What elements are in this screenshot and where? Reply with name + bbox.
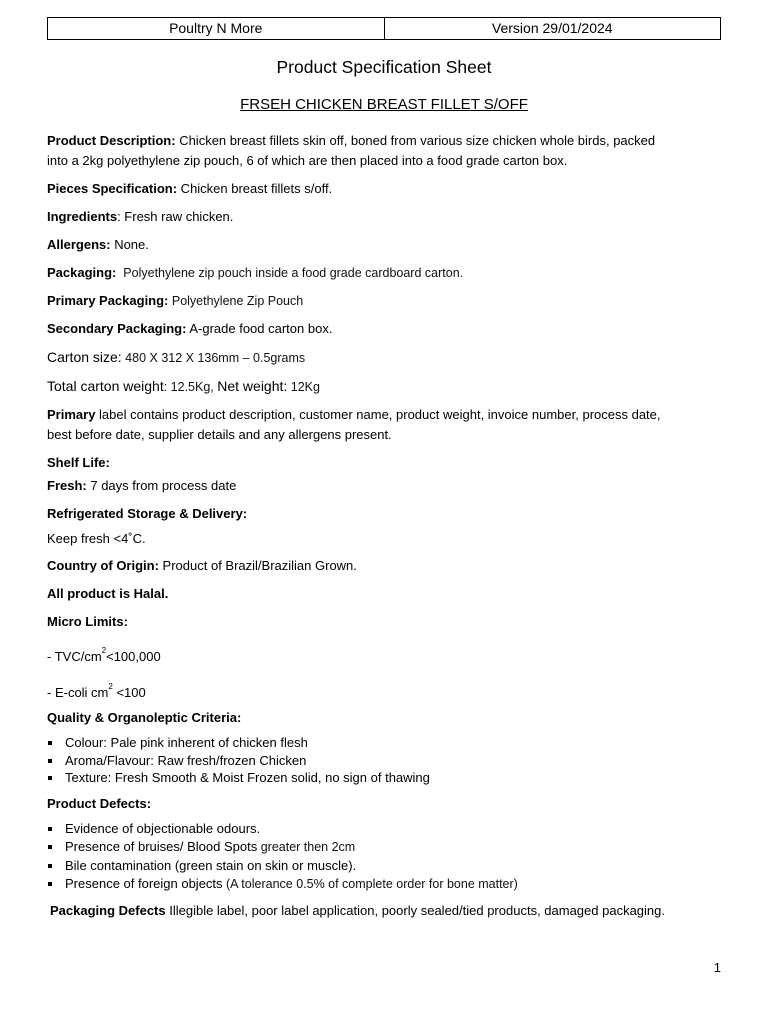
superscript: 2 [108, 682, 113, 691]
quality-heading: Quality & Organoleptic Criteria: [47, 710, 242, 725]
bullet-icon [48, 776, 52, 780]
micro-ecoli [47, 677, 727, 703]
specification-body [47, 131, 727, 921]
value: best before date, supplier details and any allergens present. [47, 427, 392, 442]
label: Primary Packaging: [47, 293, 169, 308]
value: Polyethylene Zip Pouch [168, 294, 304, 308]
company-name: Poultry N More [48, 18, 385, 40]
value: None. [110, 237, 149, 252]
bullet-icon [48, 882, 52, 886]
item-text: Evidence of objectionable odours. [65, 820, 261, 836]
label: Allergens: [47, 237, 111, 252]
list-item [47, 734, 727, 752]
value: label contains product description, customer name, product weight, invoice number, process date, [95, 407, 661, 422]
value: 480 X 312 X 136mm – 0.5grams [121, 351, 306, 365]
list-item [47, 820, 727, 839]
bullet-icon [48, 741, 52, 745]
packaging-defects [47, 901, 727, 921]
halal-statement: All product is Halal. [47, 586, 169, 601]
value: - TVC/cm [47, 649, 102, 664]
shelf-life-fresh [47, 476, 727, 496]
bullet-icon [48, 845, 52, 849]
value: - E-coli cm [47, 685, 109, 700]
value: into a 2kg polyethylene zip pouch, 6 of which are then placed into a food grade carton box. [47, 153, 568, 168]
defects-heading: Product Defects: [47, 795, 152, 811]
value: 12Kg [287, 380, 320, 394]
item-text: Presence of bruises/ Blood Spots [65, 839, 258, 854]
secondary-packaging [47, 319, 727, 339]
value: Product of Brazil/Brazilian Grown. [158, 558, 357, 573]
page-number: 1 [713, 960, 721, 975]
micro-limits-heading: Micro Limits: [47, 614, 128, 629]
value: Illegible label, poor label application, poorly sealed/tied products, damaged packaging. [165, 902, 665, 918]
item-text: Bile contamination (green stain on skin or muscle). [65, 857, 357, 873]
superscript: 2 [101, 646, 107, 655]
list-item [47, 769, 727, 787]
item-text: Aroma/Flavour: Raw fresh/frozen Chicken [65, 752, 307, 768]
value: : Fresh raw chicken. [117, 209, 234, 224]
item-extra: (A tolerance 0.5% of complete order for bone matter) [222, 877, 518, 891]
label: Packaging Defects [50, 902, 166, 918]
carton-size [47, 347, 727, 368]
version-label: Version 29/01/2024 [384, 18, 721, 40]
list-item [47, 857, 727, 876]
item-text: Texture: Fresh Smooth & Moist Frozen solid, no sign of thawing [65, 770, 430, 785]
value: <100 [112, 685, 146, 700]
country-of-origin [47, 556, 727, 576]
label: Fresh: [47, 478, 87, 493]
defects-list [47, 820, 727, 894]
value: Polyethylene zip pouch inside a food grade cardboard carton. [116, 266, 464, 280]
quality-list [47, 734, 727, 787]
item-text: Presence of foreign objects [65, 876, 223, 891]
bullet-icon [48, 759, 52, 763]
label: Primary [47, 407, 96, 422]
pieces-specification [47, 179, 727, 199]
list-item [47, 838, 727, 857]
allergens [47, 235, 727, 255]
product-name: FRSEH CHICKEN BREAST FILLET S/OFF [240, 96, 528, 113]
label: Packaging: [47, 265, 117, 280]
list-item [47, 752, 727, 770]
value: <100,000 [106, 649, 161, 664]
label: Net weight: [217, 378, 288, 394]
value: : 12.5Kg, [163, 380, 218, 394]
page-title: Product Specification Sheet [276, 57, 492, 77]
primary-label [47, 405, 727, 445]
carton-weight [47, 376, 727, 397]
label: Product Description: [47, 133, 176, 148]
value: Chicken breast fillets skin off, boned from various size chicken whole birds, packed [175, 133, 656, 148]
storage-value: Keep fresh <4˚C. [47, 531, 146, 546]
value: Chicken breast fillets s/off. [177, 181, 333, 196]
label: Pieces Specification: [47, 181, 178, 196]
shelf-life-heading: Shelf Life: [47, 455, 110, 470]
primary-packaging [47, 291, 727, 311]
header-table [47, 17, 721, 40]
micro-tvc [47, 641, 727, 667]
item-extra: greater then 2cm [257, 840, 356, 854]
label: Carton size: [47, 349, 122, 365]
product-description [47, 131, 727, 171]
value: A-grade food carton box. [186, 321, 333, 336]
label: Secondary Packaging: [47, 321, 187, 336]
storage-heading: Refrigerated Storage & Delivery: [47, 506, 248, 521]
label: Ingredients [47, 209, 118, 224]
bullet-icon [48, 864, 52, 868]
label: Total carton weight [47, 378, 164, 394]
value: 7 days from process date [86, 478, 237, 493]
bullet-icon [48, 827, 52, 831]
list-item [47, 875, 727, 894]
item-text: Colour: Pale pink inherent of chicken flesh [65, 735, 308, 750]
packaging [47, 263, 727, 283]
label: Country of Origin: [47, 558, 159, 573]
ingredients [47, 207, 727, 227]
